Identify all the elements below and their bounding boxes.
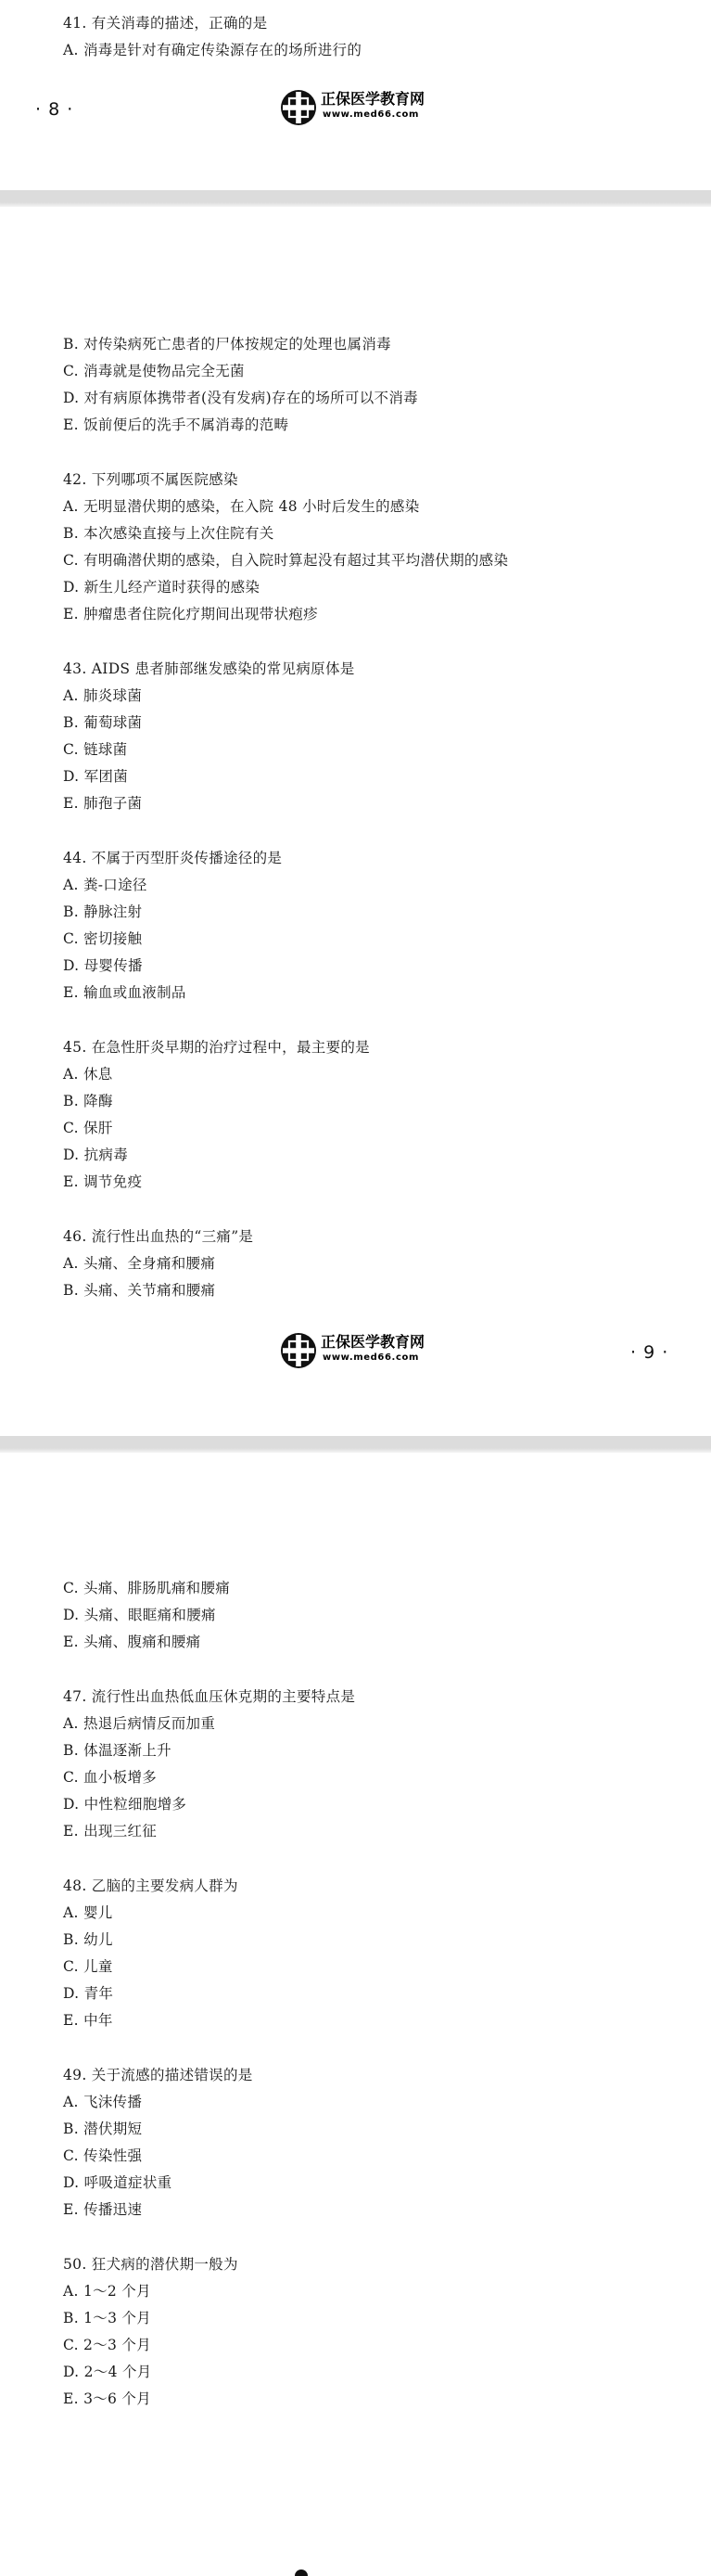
question-41-stem: 41. 有关消毒的描述，正确的是 (63, 15, 268, 32)
question-50-option-b: B. 1～3 个月 (63, 2310, 152, 2326)
question-41-option-a: A. 消毒是针对有确定传染源存在的场所进行的 (63, 42, 362, 58)
question-49-stem: 49. 关于流感的描述错误的是 (63, 2067, 253, 2083)
question-48-option-b: B. 幼儿 (63, 1931, 113, 1948)
question-43-option-d: D. 军团菌 (63, 768, 129, 785)
question-45-option-d: D. 抗病毒 (63, 1147, 129, 1163)
page-number: · 8 · (35, 99, 74, 120)
question-47-option-b: B. 体温逐渐上升 (63, 1742, 171, 1759)
question-47-option-e: E. 出现三红征 (63, 1823, 158, 1839)
question-47-option-c: C. 血小板增多 (63, 1769, 158, 1786)
question-44-option-e: E. 输血或血液制品 (63, 984, 186, 1001)
question-45-option-b: B. 降酶 (63, 1093, 113, 1109)
question-45-stem: 45. 在急性肝炎早期的治疗过程中，最主要的是 (63, 1039, 370, 1056)
question-48-option-e: E. 中年 (63, 2012, 113, 2029)
page-8 (0, 0, 711, 190)
publisher-logo (280, 1332, 438, 1371)
question-43-stem: 43. AIDS 患者肺部继发感染的常见病原体是 (63, 660, 355, 677)
question-50-option-d: D. 2～4 个月 (63, 2364, 152, 2380)
question-43-option-b: B. 葡萄球菌 (63, 714, 143, 731)
question-49-option-c: C. 传染性强 (63, 2147, 143, 2164)
question-41-option-c: C. 消毒就是使物品完全无菌 (63, 363, 245, 379)
question-45-option-a: A. 休息 (63, 1066, 113, 1083)
page-9 (0, 207, 711, 1436)
logo-url: www.med66.com (323, 109, 419, 120)
question-42-option-a: A. 无明显潜伏期的感染，在入院 48 小时后发生的感染 (63, 498, 420, 515)
med66-cross-logo-icon (280, 1332, 317, 1369)
question-44-option-b: B. 静脉注射 (63, 904, 143, 920)
question-44-option-a: A. 粪-口途径 (63, 877, 147, 893)
question-44-option-c: C. 密切接触 (63, 930, 143, 947)
question-50-option-a: A. 1～2 个月 (63, 2283, 151, 2300)
med66-cross-logo-icon (280, 89, 317, 126)
question-46-option-d: D. 头痛、眼眶痛和腰痛 (63, 1607, 216, 1623)
question-47-option-d: D. 中性粒细胞增多 (63, 1796, 187, 1813)
question-49-option-d: D. 呼吸道症状重 (63, 2174, 172, 2191)
question-43-option-e: E. 肺孢子菌 (63, 795, 143, 812)
publisher-logo (280, 89, 438, 128)
logo-title: 正保医学教育网 (321, 1333, 425, 1351)
question-42-option-b: B. 本次感染直接与上次住院有关 (63, 525, 274, 542)
question-46-option-e: E. 头痛、腹痛和腰痛 (63, 1634, 201, 1650)
question-41-option-b: B. 对传染病死亡患者的尸体按规定的处理也属消毒 (63, 336, 391, 352)
question-49-option-e: E. 传播迅速 (63, 2201, 143, 2218)
logo-title: 正保医学教育网 (321, 90, 425, 108)
question-50-stem: 50. 狂犬病的潜伏期一般为 (63, 2256, 238, 2273)
question-47-stem: 47. 流行性出血热低血压休克期的主要特点是 (63, 1688, 356, 1705)
question-45-option-c: C. 保肝 (63, 1120, 113, 1136)
question-43-option-c: C. 链球菌 (63, 741, 128, 758)
page-10 (0, 1453, 711, 2576)
question-44-option-d: D. 母婴传播 (63, 957, 143, 974)
question-42-option-e: E. 肿瘤患者住院化疗期间出现带状疱疹 (63, 606, 318, 622)
question-41-option-e: E. 饭前便后的洗手不属消毒的范畴 (63, 417, 289, 433)
question-41-option-d: D. 对有病原体携带者(没有发病)存在的场所可以不消毒 (63, 390, 418, 406)
logo-url: www.med66.com (323, 1352, 419, 1363)
question-42-option-d: D. 新生儿经产道时获得的感染 (63, 579, 260, 596)
question-42-stem: 42. 下列哪项不属医院感染 (63, 471, 238, 488)
question-50-option-c: C. 2～3 个月 (63, 2337, 152, 2353)
question-48-option-a: A. 婴儿 (63, 1904, 113, 1921)
page-number: · 9 · (630, 1342, 669, 1363)
question-48-stem: 48. 乙脑的主要发病人群为 (63, 1878, 238, 1894)
page-separator (0, 190, 711, 207)
question-43-option-a: A. 肺炎球菌 (63, 687, 143, 704)
question-47-option-a: A. 热退后病情反而加重 (63, 1715, 216, 1732)
partial-logo-icon (295, 2570, 308, 2576)
question-46-stem: 46. 流行性出血热的“三痛”是 (63, 1228, 254, 1245)
question-44-stem: 44. 不属于丙型肝炎传播途径的是 (63, 850, 283, 866)
question-46-option-c: C. 头痛、腓肠肌痛和腰痛 (63, 1580, 231, 1596)
page-separator (0, 1436, 711, 1453)
question-48-option-c: C. 儿童 (63, 1958, 113, 1975)
question-49-option-a: A. 飞沫传播 (63, 2094, 143, 2110)
question-46-option-b: B. 头痛、关节痛和腰痛 (63, 1282, 216, 1299)
question-45-option-e: E. 调节免疫 (63, 1173, 143, 1190)
question-50-option-e: E. 3～6 个月 (63, 2390, 152, 2407)
question-46-option-a: A. 头痛、全身痛和腰痛 (63, 1255, 216, 1272)
question-48-option-d: D. 青年 (63, 1985, 114, 2002)
question-49-option-b: B. 潜伏期短 (63, 2121, 143, 2137)
question-42-option-c: C. 有明确潜伏期的感染，自入院时算起没有超过其平均潜伏期的感染 (63, 552, 509, 569)
